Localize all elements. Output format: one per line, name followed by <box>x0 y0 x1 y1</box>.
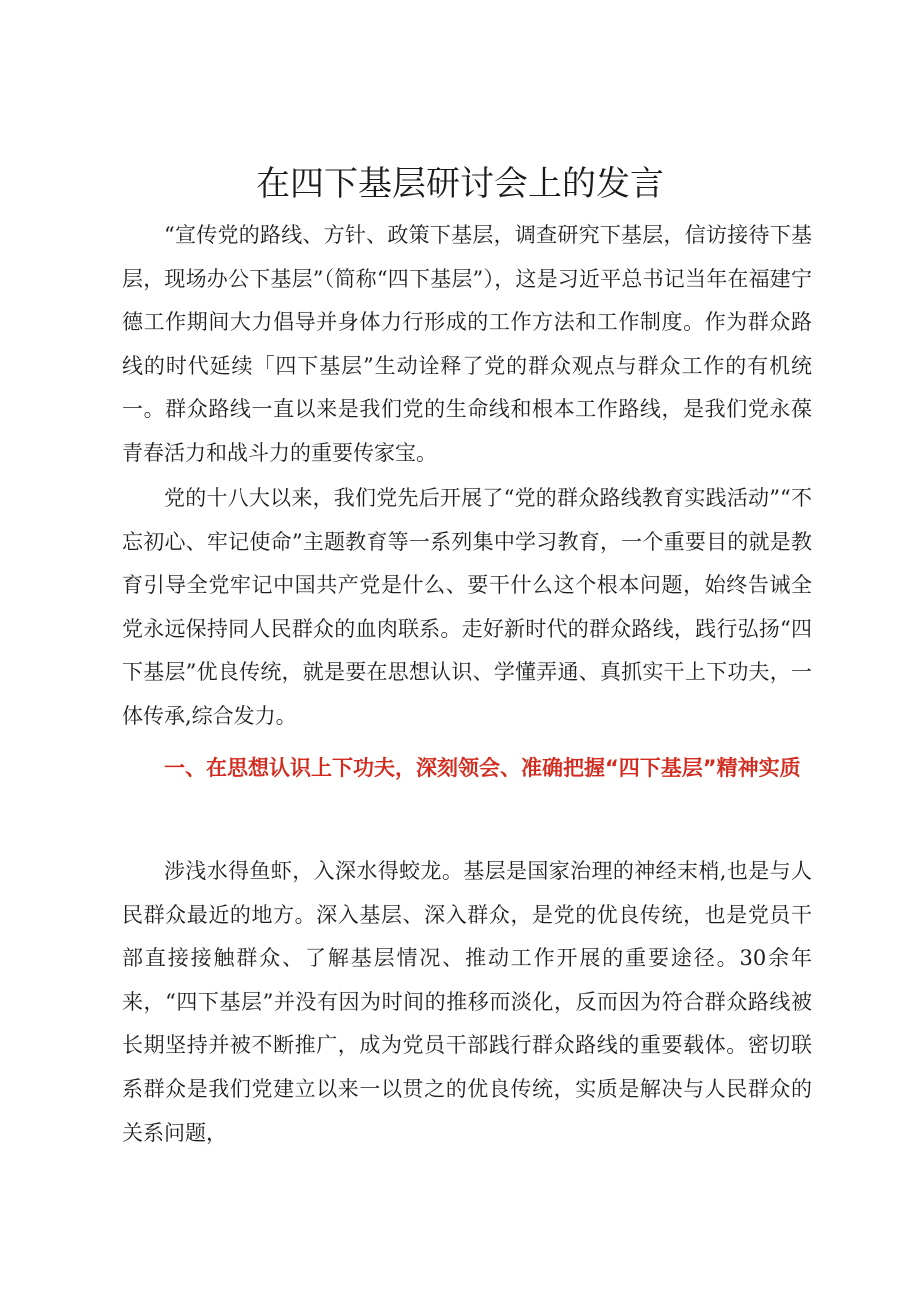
document-title: 在四下基层研讨会上的发言 <box>256 164 664 204</box>
paragraph-section-one: 涉浅水得鱼虾，入深水得蛟龙。基层是国家治理的神经末梢,也是与人民群众最近的地方。深入基层、深入群众，是党的优良传统，也是党员干部直接接触群众、了解基层情况、推动工作开展的重要途径。30余年来，“四下基层”并没有因为时间的推移而淡化，反而因为符合群众路线被长期坚持并被不断推广，成为党员干部践行群众路线的重要载体。密切联系群众是我们党建立以来一以贯之的优良传统，实质是解决与人民群众的关系问题， <box>122 859 812 1145</box>
paragraph-intro: “宣传党的路线、方针、政策下基层，调查研究下基层，信访接待下基层，现场办公下基层”（简称“四下基层”），这是习近平总书记当年在福建宁德工作期间大力倡导并身体力行形成的工作方法和工作制度。作为群众路线的时代延续「四下基层”生动诠释了党的群众观点与群众工作的有机统一。群众路线一直以来是我们党的生命线和根本工作路线，是我们党永葆青春活力和战斗力的重要传家宝。 <box>122 223 812 465</box>
paragraph-eighteenth-congress: 党的十八大以来，我们党先后开展了“党的群众路线教育实践活动”“不忘初心、牢记使命”主题教育等一系列集中学习教育，一个重要目的就是教育引导全党牢记中国共产党是什么、要干什么这个根本问题，始终告诫全党永远保持同人民群众的血肉联系。走好新时代的群众路线，践行弘扬“四下基层”优良传统，就是要在思想认识、学懂弄通、真抓实干上下功夫，一体传承,综合发力。 <box>122 486 812 728</box>
section-heading-one: 一、在思想认识上下功夫，深刻领会、准确把握“四下基层”精神实质 <box>164 756 801 780</box>
